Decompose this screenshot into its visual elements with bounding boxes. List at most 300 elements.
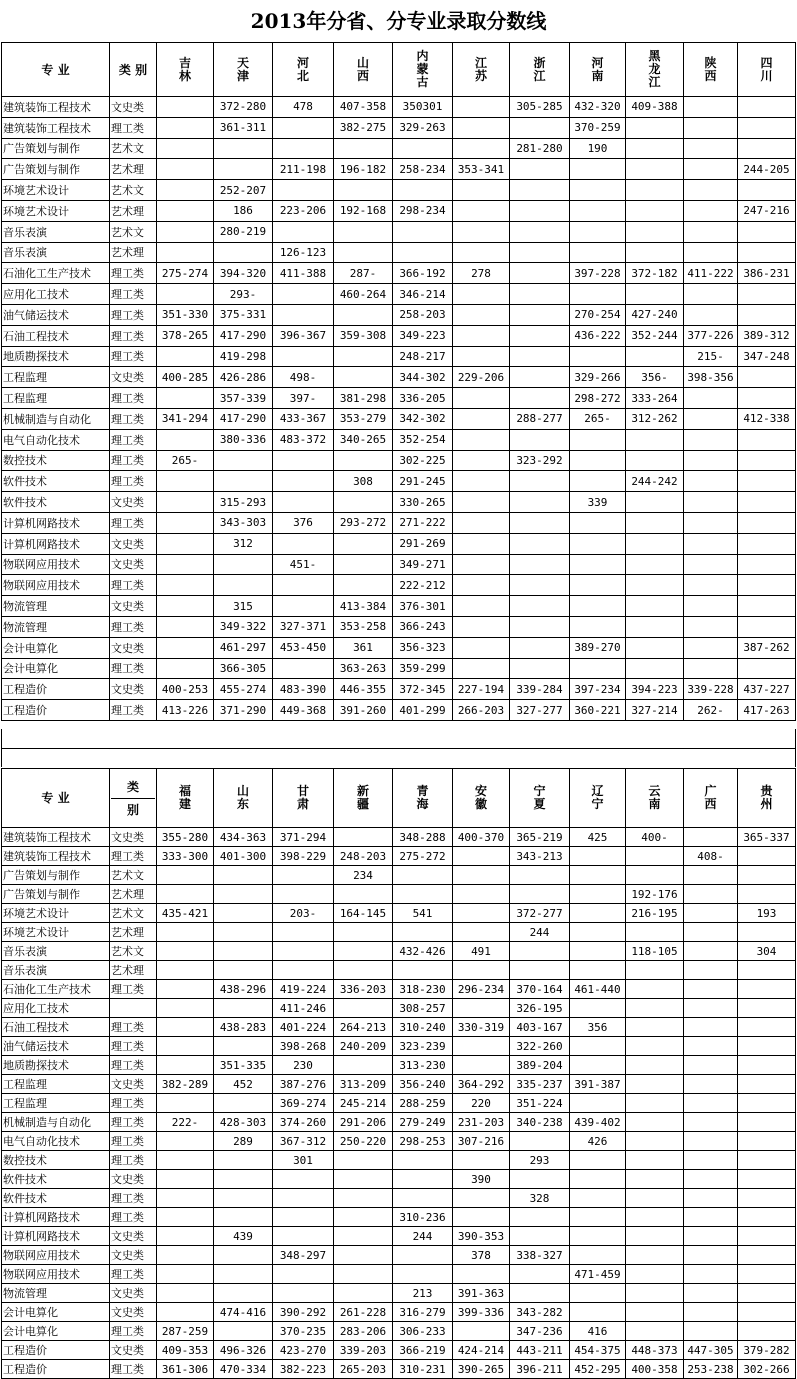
score-cell: 386-231 (738, 263, 796, 284)
major-name: 物流管理 (2, 616, 110, 637)
score-cell (273, 304, 334, 325)
score-cell (157, 1037, 214, 1056)
province-name: 河北 (296, 55, 309, 83)
score-cell: 426-286 (214, 367, 273, 388)
province-header (453, 769, 510, 828)
category-name: 艺术文 (110, 942, 157, 961)
score-cell (157, 923, 214, 942)
score-cell: 391-363 (453, 1284, 510, 1303)
score-cell: 371-290 (214, 700, 273, 721)
score-cell (626, 492, 684, 513)
score-cell (157, 658, 214, 679)
category-name: 理工类 (110, 512, 157, 533)
score-cell (510, 1227, 570, 1246)
score-cell (510, 325, 570, 346)
score-cell (626, 1284, 684, 1303)
table-row (2, 450, 796, 471)
score-cell (570, 904, 626, 923)
score-cell (738, 866, 796, 885)
category-name: 理工类 (110, 263, 157, 284)
score-cell (453, 961, 510, 980)
major-name: 石油化工生产技术 (2, 980, 110, 999)
score-cell: 451- (273, 554, 334, 575)
score-cell: 367-312 (273, 1132, 334, 1151)
table-row (2, 200, 796, 221)
score-cell (738, 180, 796, 201)
score-cell (157, 512, 214, 533)
score-cell (273, 923, 334, 942)
score-cell: 498- (273, 367, 334, 388)
score-cell (684, 616, 738, 637)
score-cell (273, 533, 334, 554)
score-cell (738, 388, 796, 409)
score-cell (510, 180, 570, 201)
table-row (2, 1113, 796, 1132)
score-cell (684, 1227, 738, 1246)
province-name: 山东 (236, 784, 249, 811)
score-cell (626, 512, 684, 533)
score-cell (214, 242, 273, 263)
score-cell: 396-211 (510, 1360, 570, 1379)
score-cell (570, 885, 626, 904)
table-row (2, 1170, 796, 1189)
score-cell (510, 492, 570, 513)
score-cell (684, 180, 738, 201)
score-cell: 491 (453, 942, 510, 961)
score-cell (684, 596, 738, 617)
score-cell (570, 1208, 626, 1227)
major-name: 机械制造与自动化 (2, 408, 110, 429)
score-cell (157, 616, 214, 637)
score-cell (334, 1189, 393, 1208)
score-cell (738, 1303, 796, 1322)
province-header (157, 769, 214, 828)
score-cell (214, 1265, 273, 1284)
score-cell (393, 242, 453, 263)
score-cell (214, 450, 273, 471)
province-name: 贵州 (760, 784, 773, 811)
score-cell (626, 1113, 684, 1132)
score-cell: 293 (510, 1151, 570, 1170)
score-cell: 298-272 (570, 388, 626, 409)
major-name: 工程造价 (2, 700, 110, 721)
header-row (2, 43, 796, 97)
province-header (273, 43, 334, 97)
table-row (2, 1151, 796, 1170)
score-cell: 377-226 (684, 325, 738, 346)
score-cell (157, 1056, 214, 1075)
score-cell (684, 1189, 738, 1208)
score-cell (214, 1322, 273, 1341)
score-cell: 271-222 (393, 512, 453, 533)
score-cell (157, 180, 214, 201)
score-cell: 361-306 (157, 1360, 214, 1379)
table-row (2, 97, 796, 118)
score-cell: 308-257 (393, 999, 453, 1018)
score-cell (453, 923, 510, 942)
score-cell: 333-264 (626, 388, 684, 409)
score-cell: 313-230 (393, 1056, 453, 1075)
score-cell: 342-302 (393, 408, 453, 429)
score-cell (273, 221, 334, 242)
score-cell (334, 242, 393, 263)
category-name: 文史类 (110, 1341, 157, 1360)
score-cell (570, 200, 626, 221)
score-cell (738, 980, 796, 999)
score-cell: 313-209 (334, 1075, 393, 1094)
category-name: 艺术理 (110, 961, 157, 980)
category-name: 理工类 (110, 346, 157, 367)
major-name: 建筑装饰工程技术 (2, 828, 110, 847)
score-cell: 372-345 (393, 679, 453, 700)
score-cell (510, 1132, 570, 1151)
table-row (2, 961, 796, 980)
score-cell: 398-356 (684, 367, 738, 388)
table-gap (1, 729, 796, 767)
header-category-bottom: 别 (126, 802, 139, 817)
table-row (2, 980, 796, 999)
score-cell: 483-390 (273, 679, 334, 700)
score-cell: 327-371 (273, 616, 334, 637)
score-cell (684, 492, 738, 513)
score-cell (626, 1246, 684, 1265)
score-cell: 312 (214, 533, 273, 554)
major-name: 广告策划与制作 (2, 885, 110, 904)
score-cell: 434-363 (214, 828, 273, 847)
score-cell: 398-268 (273, 1037, 334, 1056)
score-cell (510, 117, 570, 138)
score-cell (393, 1265, 453, 1284)
score-cell: 353-279 (334, 408, 393, 429)
province-header (510, 769, 570, 828)
score-cell (626, 284, 684, 305)
score-cell (738, 575, 796, 596)
score-cell (684, 828, 738, 847)
score-cell (570, 346, 626, 367)
score-cell: 391-260 (334, 700, 393, 721)
score-cell: 298-234 (393, 200, 453, 221)
score-cell: 265-203 (334, 1360, 393, 1379)
score-cell (738, 367, 796, 388)
score-cell (157, 159, 214, 180)
score-cell: 329-266 (570, 367, 626, 388)
score-cell: 291-206 (334, 1113, 393, 1132)
table-row (2, 1056, 796, 1075)
category-name: 文史类 (110, 1170, 157, 1189)
score-cell (157, 596, 214, 617)
score-cell: 126-123 (273, 242, 334, 263)
score-cell (157, 429, 214, 450)
score-cell: 380-336 (214, 429, 273, 450)
score-cell (214, 1151, 273, 1170)
score-cell: 379-282 (738, 1341, 796, 1360)
score-cell (738, 999, 796, 1018)
score-cell (570, 616, 626, 637)
score-cell: 412-338 (738, 408, 796, 429)
score-cell: 382-223 (273, 1360, 334, 1379)
score-cell (157, 1265, 214, 1284)
score-cell: 387-262 (738, 637, 796, 658)
score-cell (453, 1037, 510, 1056)
score-cell: 366-243 (393, 616, 453, 637)
score-cell (214, 1037, 273, 1056)
score-cell: 361-311 (214, 117, 273, 138)
province-header (214, 43, 273, 97)
score-cell (738, 961, 796, 980)
major-name: 物流管理 (2, 1284, 110, 1303)
score-cell (570, 1151, 626, 1170)
table-row (2, 1094, 796, 1113)
score-cell (570, 942, 626, 961)
major-name: 环境艺术设计 (2, 180, 110, 201)
score-cell (684, 1094, 738, 1113)
score-cell (626, 1075, 684, 1094)
score-cell (626, 980, 684, 999)
score-cell: 416 (570, 1322, 626, 1341)
header-major: 专 业 (2, 43, 110, 97)
province-header (738, 43, 796, 97)
score-cell: 439 (214, 1227, 273, 1246)
score-cell: 387-276 (273, 1075, 334, 1094)
score-cell (453, 533, 510, 554)
score-cell (157, 942, 214, 961)
score-cell: 438-296 (214, 980, 273, 999)
score-cell: 278 (453, 263, 510, 284)
score-cell: 338-327 (510, 1246, 570, 1265)
category-name: 理工类 (110, 1018, 157, 1037)
score-cell: 483-372 (273, 429, 334, 450)
score-table-1 (1, 42, 796, 721)
score-cell (510, 304, 570, 325)
major-name: 工程造价 (2, 1341, 110, 1360)
score-cell: 452-295 (570, 1360, 626, 1379)
score-cell (453, 471, 510, 492)
score-cell (334, 828, 393, 847)
province-header (334, 43, 393, 97)
score-cell (510, 429, 570, 450)
major-name: 计算机网路技术 (2, 533, 110, 554)
score-cell: 371-294 (273, 828, 334, 847)
score-cell (393, 221, 453, 242)
score-cell: 264-213 (334, 1018, 393, 1037)
score-cell (393, 180, 453, 201)
score-cell (453, 616, 510, 637)
score-cell: 372-280 (214, 97, 273, 118)
score-cell (738, 1132, 796, 1151)
score-cell: 279-249 (393, 1113, 453, 1132)
major-name: 物联网应用技术 (2, 1265, 110, 1284)
province-name: 安徽 (474, 784, 487, 811)
score-cell (510, 346, 570, 367)
score-cell (570, 1303, 626, 1322)
score-cell (273, 1227, 334, 1246)
score-cell: 356- (626, 367, 684, 388)
category-name: 理工类 (110, 1265, 157, 1284)
major-name: 环境艺术设计 (2, 200, 110, 221)
score-cell (157, 1189, 214, 1208)
score-cell (570, 999, 626, 1018)
score-cell (684, 1265, 738, 1284)
category-name: 理工类 (110, 700, 157, 721)
score-cell (510, 658, 570, 679)
category-name: 理工类 (110, 429, 157, 450)
score-table-2 (1, 768, 796, 1379)
score-cell (626, 554, 684, 575)
score-cell: 356-323 (393, 637, 453, 658)
score-cell (453, 180, 510, 201)
score-cell (510, 159, 570, 180)
table-row (2, 471, 796, 492)
score-cell (157, 388, 214, 409)
score-cell: 397-234 (570, 679, 626, 700)
score-cell (273, 658, 334, 679)
category-name: 理工类 (110, 616, 157, 637)
score-cell: 261-228 (334, 1303, 393, 1322)
major-name: 石油工程技术 (2, 325, 110, 346)
score-cell: 343-213 (510, 847, 570, 866)
score-cell (684, 1322, 738, 1341)
score-cell: 401-224 (273, 1018, 334, 1037)
score-cell: 350301 (393, 97, 453, 118)
score-cell (393, 885, 453, 904)
score-cell: 352-244 (626, 325, 684, 346)
score-cell: 397- (273, 388, 334, 409)
major-name: 音乐表演 (2, 961, 110, 980)
category-name: 理工类 (110, 575, 157, 596)
score-cell (738, 284, 796, 305)
category-name: 理工类 (110, 284, 157, 305)
table-row (2, 159, 796, 180)
score-cell: 118-105 (626, 942, 684, 961)
major-name: 广告策划与制作 (2, 866, 110, 885)
table-row (2, 117, 796, 138)
score-cell (334, 1265, 393, 1284)
score-cell (334, 554, 393, 575)
score-cell: 248-217 (393, 346, 453, 367)
category-name: 理工类 (110, 117, 157, 138)
score-cell (684, 1037, 738, 1056)
score-cell: 339-284 (510, 679, 570, 700)
major-name: 会计电算化 (2, 637, 110, 658)
score-cell (626, 961, 684, 980)
major-name: 会计电算化 (2, 658, 110, 679)
score-cell: 240-209 (334, 1037, 393, 1056)
score-cell (626, 1322, 684, 1341)
score-cell (570, 575, 626, 596)
score-cell (214, 554, 273, 575)
major-name: 石油工程技术 (2, 1018, 110, 1037)
score-cell: 203- (273, 904, 334, 923)
score-cell (738, 429, 796, 450)
province-name: 云南 (648, 784, 661, 811)
score-cell (334, 346, 393, 367)
score-cell: 283-206 (334, 1322, 393, 1341)
province-name: 天津 (236, 55, 249, 83)
score-cell (510, 554, 570, 575)
score-cell: 310-236 (393, 1208, 453, 1227)
score-cell (738, 1037, 796, 1056)
score-cell: 308 (334, 471, 393, 492)
score-cell (684, 533, 738, 554)
score-cell: 355-280 (157, 828, 214, 847)
score-cell: 347-236 (510, 1322, 570, 1341)
category-name: 文史类 (110, 828, 157, 847)
score-cell: 213 (393, 1284, 453, 1303)
score-cell (334, 1284, 393, 1303)
category-name: 理工类 (110, 1208, 157, 1227)
table-row (2, 180, 796, 201)
score-cell (453, 492, 510, 513)
score-cell (738, 885, 796, 904)
score-cell (273, 575, 334, 596)
category-name: 理工类 (110, 408, 157, 429)
score-cell (570, 1284, 626, 1303)
category-name: 理工类 (110, 450, 157, 471)
score-cell: 220 (453, 1094, 510, 1113)
score-cell: 453-450 (273, 637, 334, 658)
major-name: 电气自动化技术 (2, 1132, 110, 1151)
major-name: 建筑装饰工程技术 (2, 847, 110, 866)
table-row (2, 408, 796, 429)
score-cell (570, 961, 626, 980)
score-cell: 258-203 (393, 304, 453, 325)
province-name: 四川 (760, 55, 773, 83)
table-row (2, 284, 796, 305)
major-name: 工程造价 (2, 1360, 110, 1379)
score-cell: 411-388 (273, 263, 334, 284)
score-cell (453, 200, 510, 221)
table-row (2, 1360, 796, 1379)
score-cell: 341-294 (157, 408, 214, 429)
score-cell (334, 1056, 393, 1075)
table-row (2, 637, 796, 658)
province-name: 吉林 (178, 55, 191, 83)
score-cell (214, 999, 273, 1018)
category-name: 艺术文 (110, 904, 157, 923)
score-cell (157, 117, 214, 138)
table-row (2, 1037, 796, 1056)
score-cell: 315 (214, 596, 273, 617)
score-cell: 288-277 (510, 408, 570, 429)
score-cell (157, 885, 214, 904)
score-cell (157, 284, 214, 305)
score-cell (738, 658, 796, 679)
score-cell: 409-353 (157, 1341, 214, 1360)
score-cell (453, 242, 510, 263)
score-cell: 339-228 (684, 679, 738, 700)
province-header (393, 43, 453, 97)
score-cell (684, 429, 738, 450)
score-cell: 336-203 (334, 980, 393, 999)
category-name: 理工类 (110, 388, 157, 409)
score-cell (273, 1189, 334, 1208)
score-cell (684, 1075, 738, 1094)
score-cell (157, 575, 214, 596)
category-name: 理工类 (110, 1189, 157, 1208)
score-cell (684, 1303, 738, 1322)
score-cell (214, 961, 273, 980)
table-row (2, 1322, 796, 1341)
major-name: 建筑装饰工程技术 (2, 117, 110, 138)
score-cell: 312-262 (626, 408, 684, 429)
score-cell (393, 1246, 453, 1265)
score-cell (334, 492, 393, 513)
score-cell (157, 1132, 214, 1151)
score-cell (570, 221, 626, 242)
table-row (2, 221, 796, 242)
score-cell: 335-237 (510, 1075, 570, 1094)
score-cell (334, 533, 393, 554)
